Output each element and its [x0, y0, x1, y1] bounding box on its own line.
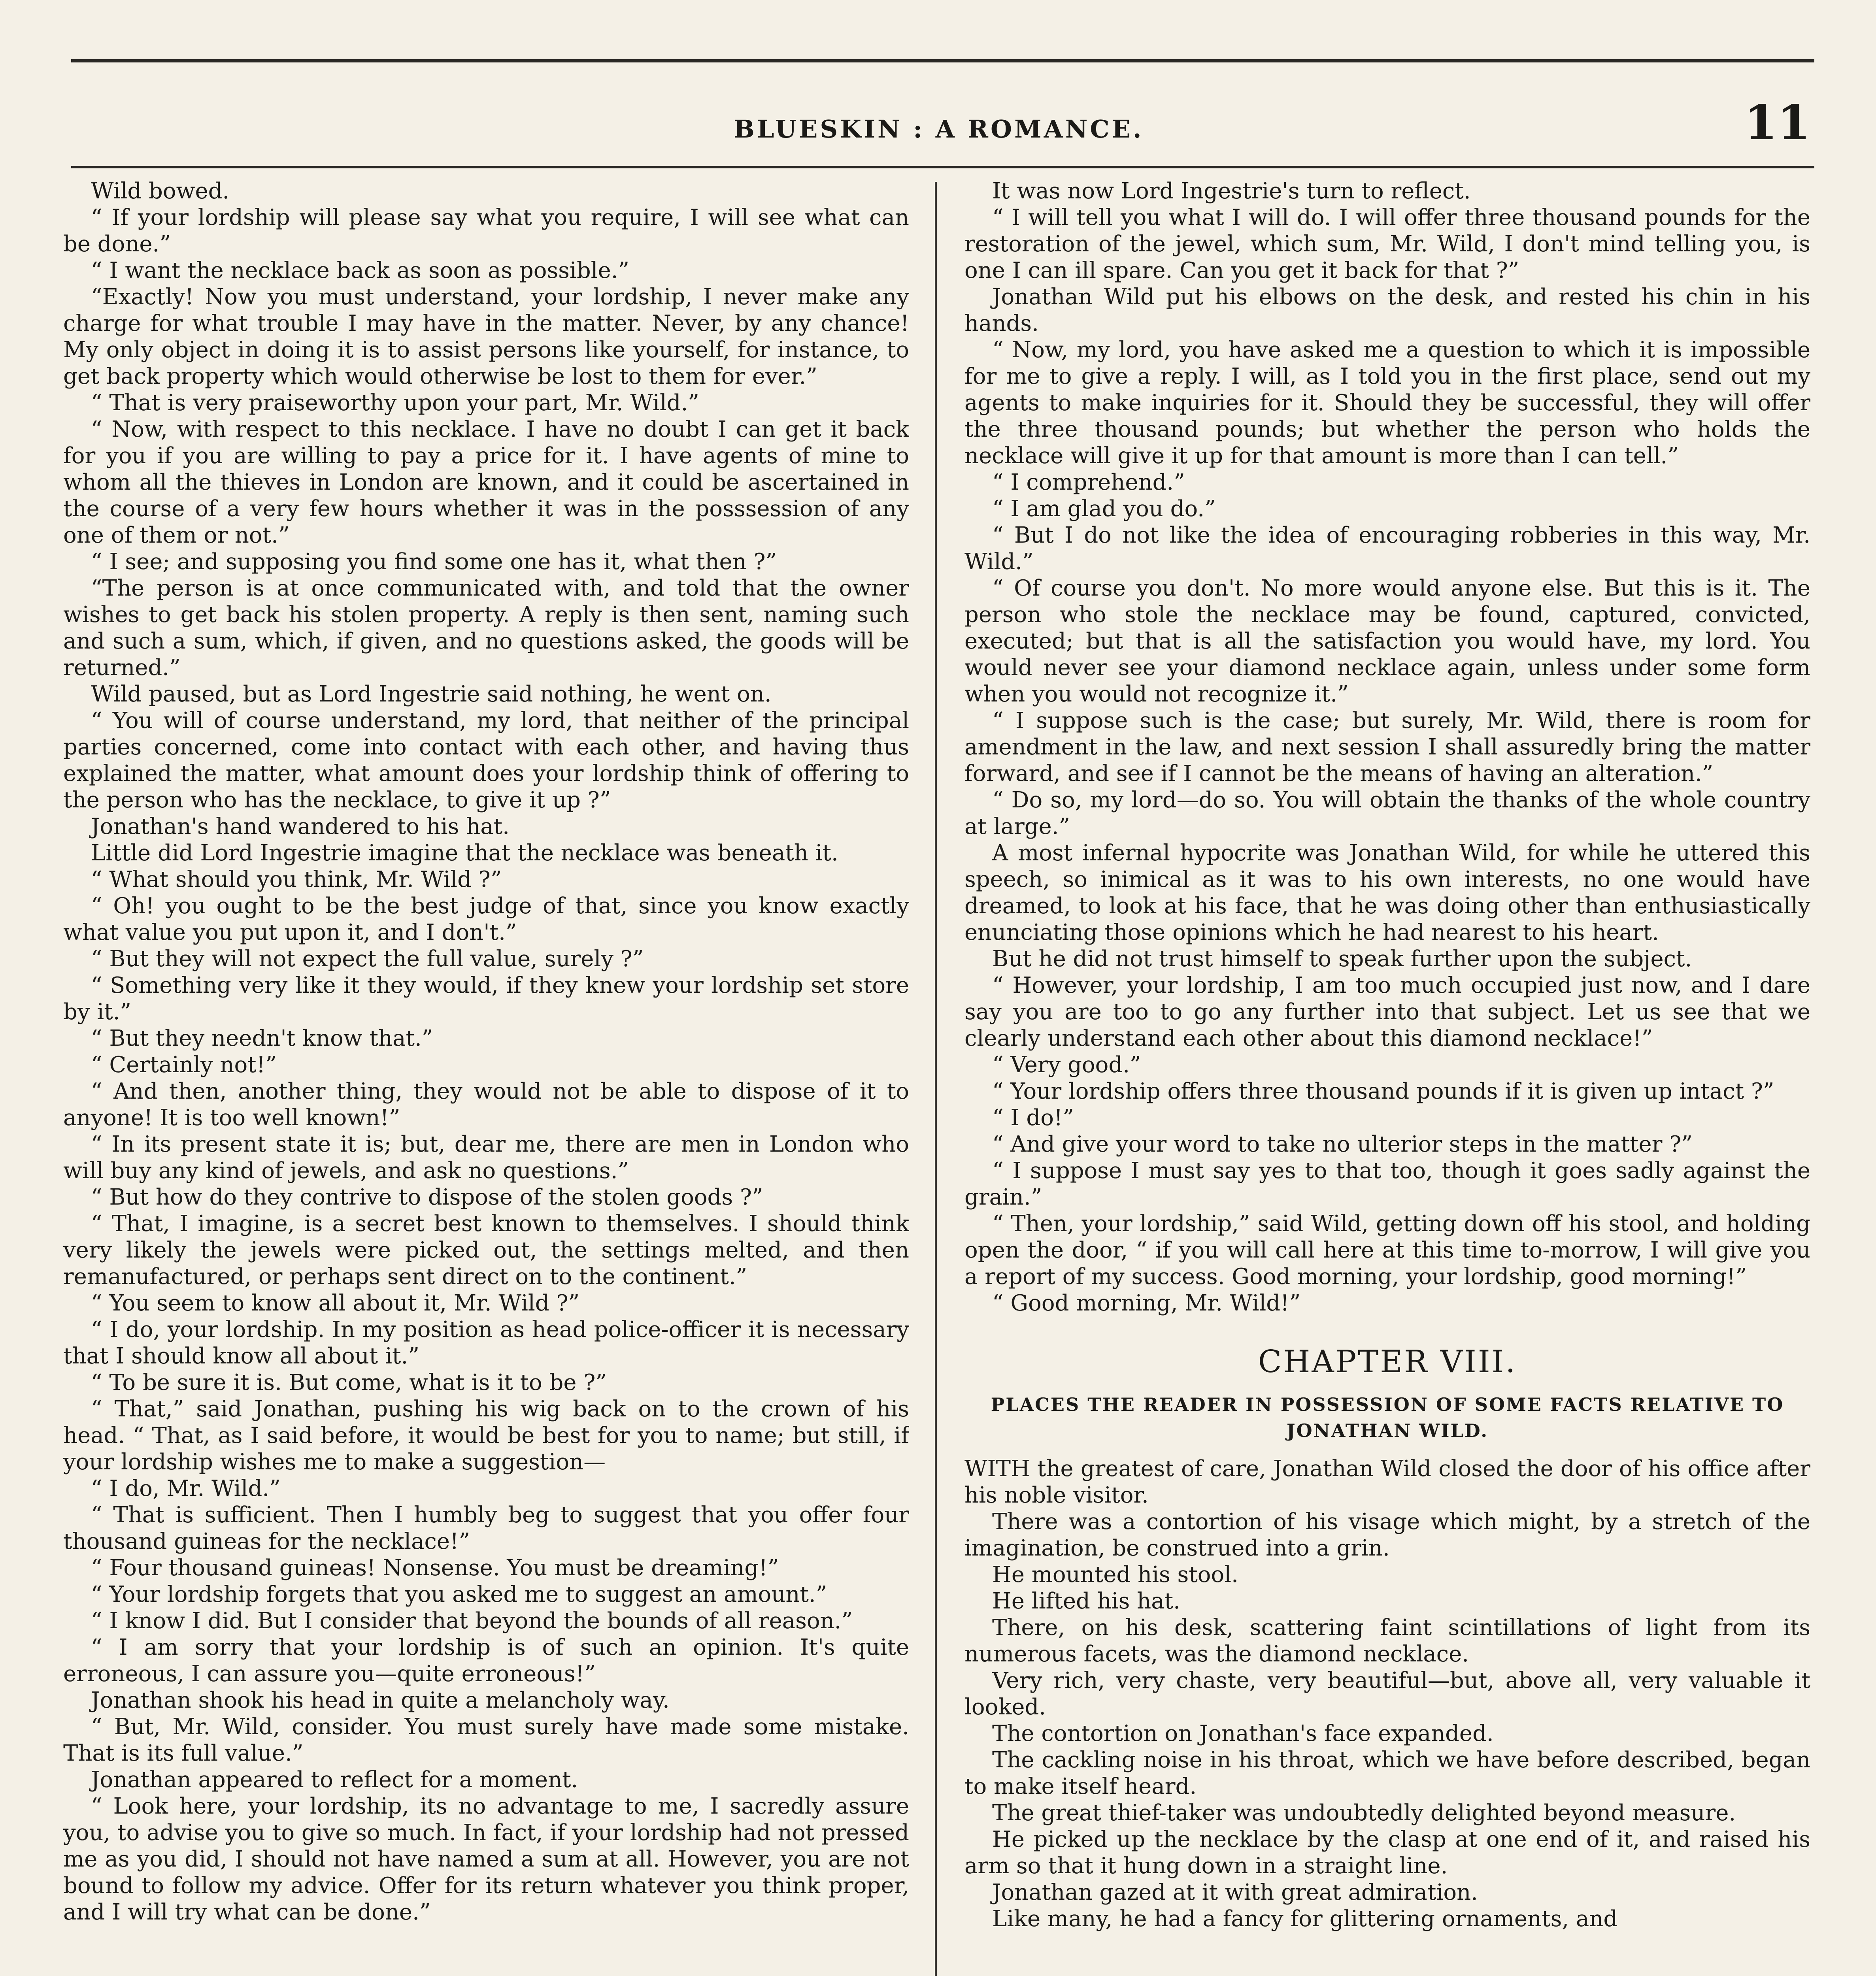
paragraph: “ I want the necklace back as soon as possible.” [91, 258, 630, 283]
paragraph: Jonathan gazed at it with great admiration. [992, 1880, 1478, 1905]
paragraph: “ Of course you don't. No more would anyone else. But this is it. The person who stole the necklace may be found, captured, convicted, executed; but that is all the satisfaction you would have, my lord. You would never see your diamond necklace again, unless under some form when you would not recognize it.” [964, 575, 1810, 707]
paragraph: “ That, I imagine, is a secret best known to themselves. I should think very likely the jewels were picked out, the settings melted, and then remanufactured, or perhaps sent direct on to the continent.” [63, 1211, 909, 1290]
paragraph: “ I see; and supposing you find some one has it, what then ?” [91, 549, 777, 575]
paragraph: Jonathan Wild put his elbows on the desk, and rested his chin in his hands. [964, 284, 1810, 336]
paragraph: “ I do!” [992, 1105, 1074, 1131]
paragraph: “ I suppose I must say yes to that too, though it goes sadly against the grain.” [964, 1158, 1810, 1210]
paragraph: “ You seem to know all about it, Mr. Wild ?” [91, 1290, 580, 1316]
right-column [964, 178, 1810, 1976]
paragraph: “ You will of course understand, my lord, that neither of the principal parties concerned, come into contact with each other, and having thus explained the matter, what amount does your lordship think of offering to the person who has the necklace, to give it up ?” [63, 708, 909, 813]
paragraph: “ To be sure it is. But come, what is it to be ?” [91, 1370, 607, 1395]
paragraph: “ I do, your lordship. In my position as head police-officer it is necessary that I should know all about it.” [63, 1317, 909, 1369]
paragraph: “ I comprehend.” [992, 469, 1185, 495]
paragraph: There was a contortion of his visage which might, by a stretch of the imagination, be construed into a grin. [964, 1509, 1810, 1561]
chapter-subtitle: PLACES THE READER IN POSSESSION OF SOME FACTS RELATIVE TO JONATHAN WILD. [991, 1394, 1784, 1441]
paragraph: “ I know I did. But I consider that beyond the bounds of all reason.” [91, 1608, 853, 1634]
paragraph: “ Do so, my lord—do so. You will obtain the thanks of the whole country at large.” [964, 787, 1810, 839]
paragraph: “The person is at once communicated with, and told that the owner wishes to get back his stolen property. A reply is then sent, naming such and such a sum, which, if given, and no questions asked, the goods will be returned.” [63, 575, 909, 681]
paragraph: There, on his desk, scattering faint scintillations of light from its numerous facets, was the diamond necklace. [964, 1615, 1810, 1667]
paragraph: “ In its present state it is; but, dear me, there are men in London who will buy any kind of jewels, and ask no questions.” [63, 1131, 909, 1184]
paragraph: WITH the greatest of care, Jonathan Wild closed the door of his office after his noble visitor. [964, 1456, 1810, 1508]
paragraph: “ Your lordship offers three thousand pounds if it is given up intact ?” [992, 1079, 1774, 1104]
paragraph: He mounted his stool. [992, 1562, 1238, 1588]
paragraph: “ If your lordship will please say what you require, I will see what can be done.” [63, 205, 909, 257]
paragraph: “ And give your word to take no ulterior steps in the matter ?” [992, 1131, 1693, 1157]
paragraph: It was now Lord Ingestrie's turn to reflect. [992, 178, 1471, 204]
header-top-rule [71, 59, 1814, 62]
paragraph: “Exactly! Now you must understand, your lordship, I never make any charge for what trouble I may have in the matter. Never, by any chance! My only object in doing it is to assist persons like yourself, for instance, to get back property which would otherwise be lost to them for ever.” [63, 284, 909, 389]
paragraph: “ However, your lordship, I am too much occupied just now, and I dare say you are too to go any further into that subject. Let us see that we clearly understand each other about this diamond necklace!” [964, 973, 1810, 1051]
paragraph: “ Oh! you ought to be the best judge of that, since you know exactly what value you put upon it, and I don't.” [63, 893, 909, 945]
paragraph: He picked up the necklace by the clasp at one end of it, and raised his arm so that it hung down in a straight line. [964, 1827, 1810, 1879]
column-divider [935, 182, 937, 1976]
header-rule [71, 166, 1814, 168]
paragraph: “ That is sufficient. Then I humbly beg to suggest that you offer four thousand guineas for the necklace!” [63, 1502, 909, 1554]
page-number: 11 [1744, 95, 1810, 151]
paragraph: Jonathan appeared to reflect for a moment. [91, 1767, 578, 1793]
paragraph: “ I am glad you do.” [992, 496, 1216, 522]
paragraph: “ I will tell you what I will do. I will offer three thousand pounds for the restoration of the jewel, which sum, Mr. Wild, I don't mind telling you, is one I can ill spare. Can you get it back for that ?” [964, 205, 1810, 283]
paragraph: The cackling noise in his throat, which we have before described, began to make itself heard. [964, 1747, 1810, 1799]
paragraph: Wild bowed. [91, 178, 230, 204]
paragraph: “ I am sorry that your lordship is of such an opinion. It's quite erroneous, I can assure you—quite erroneous!” [63, 1635, 909, 1687]
paragraph: “ Now, with respect to this necklace. I have no doubt I can get it back for you if you are willing to pay a price for it. I have agents of mine to whom all the thieves in London are known, and it could be ascertained in the course of a very few hours whether it was in the posssession of any one of them or not.” [63, 417, 909, 548]
paragraph: “ I do, Mr. Wild.” [91, 1476, 281, 1501]
paragraph: “ But, Mr. Wild, consider. You must surely have made some mistake. That is its full value.” [63, 1714, 909, 1766]
paragraph: “ What should you think, Mr. Wild ?” [91, 867, 502, 892]
paragraph: “ Very good.” [992, 1052, 1141, 1078]
paragraph: “ But I do not like the idea of encouraging robberies in this way, Mr. Wild.” [964, 522, 1810, 575]
paragraph: Wild paused, but as Lord Ingestrie said nothing, he went on. [91, 681, 772, 707]
paragraph: Like many, he had a fancy for glittering ornaments, and [992, 1906, 1618, 1932]
paragraph: “ That is very praiseworthy upon your part, Mr. Wild.” [91, 390, 700, 416]
paragraph: Jonathan shook his head in quite a melancholy way. [91, 1688, 670, 1713]
paragraph: “ Four thousand guineas! Nonsense. You must be dreaming!” [91, 1555, 779, 1581]
paragraph: “ Your lordship forgets that you asked me to suggest an amount.” [91, 1582, 827, 1607]
paragraph: “ That,” said Jonathan, pushing his wig back on to the crown of his head. “ That, as I said before, it would be best for you to name; but still, if your lordship wishes me to make a suggestion— [63, 1396, 909, 1475]
chapter-title: CHAPTER VIII. [1258, 1344, 1517, 1380]
paragraph: A most infernal hypocrite was Jonathan Wild, for while he uttered this speech, so inimical as it was to his own interests, no one would have dreamed, to look at his face, that he was doing other than enthusiastically enunciating those opinions which he had nearest to his heart. [964, 840, 1810, 945]
paragraph: “ But they will not expect the full value, surely ?” [91, 946, 644, 972]
paragraph: “ I suppose such is the case; but surely, Mr. Wild, there is room for amendment in the law, and next session I shall assuredly bring the matter forward, and see if I cannot be the means of having an alteration.” [964, 708, 1810, 786]
paragraph: “ Good morning, Mr. Wild!” [992, 1290, 1301, 1316]
magazine-page [55, 59, 1822, 1976]
paragraph: But he did not trust himself to speak further upon the subject. [992, 946, 1692, 972]
paragraph: “ Certainly not!” [91, 1052, 277, 1078]
paragraph: “ Something very like it they would, if they knew your lordship set store by it.” [63, 973, 909, 1025]
left-column [63, 178, 909, 1976]
paragraph: Very rich, very chaste, very beautiful—but, above all, very valuable it looked. [964, 1668, 1810, 1720]
paragraph: The great thief-taker was undoubtedly delighted beyond measure. [992, 1800, 1736, 1826]
paragraph: “ And then, another thing, they would not be able to dispose of it to anyone! It is too well known!” [63, 1079, 909, 1131]
paragraph: “ But they needn't know that.” [91, 1026, 433, 1051]
paragraph: Little did Lord Ingestrie imagine that the necklace was beneath it. [91, 840, 838, 866]
paragraph: Jonathan's hand wandered to his hat. [91, 814, 510, 839]
paragraph: He lifted his hat. [992, 1588, 1180, 1614]
paragraph: “ Then, your lordship,” said Wild, getting down off his stool, and holding open the door, “ if you will call here at this time to-morrow, I will give you a report of my success. Good morning, your lordship, good morning!” [964, 1211, 1810, 1290]
paragraph: “ But how do they contrive to dispose of the stolen goods ?” [91, 1184, 763, 1210]
paragraph: The contortion on Jonathan's face expanded. [992, 1721, 1494, 1746]
running-header: BLUESKIN : A ROMANCE. [734, 115, 1144, 143]
paragraph: “ Now, my lord, you have asked me a question to which it is impossible for me to give a reply. I will, as I told you in the first place, send out my agents to make inquiries for it. Should they be successful, they will offer the three thousand pounds; but whether the person who holds the necklace will give it up for that amount is more than I can tell.” [964, 337, 1810, 469]
paragraph: “ Look here, your lordship, its no advantage to me, I sacredly assure you, to advise you to give so much. In fact, if your lordship had not pressed me as you did, I should not have named a sum at all. However, you are not bound to follow my advice. Offer for its return whatever you think proper, and I will try what can be done.” [63, 1793, 909, 1925]
